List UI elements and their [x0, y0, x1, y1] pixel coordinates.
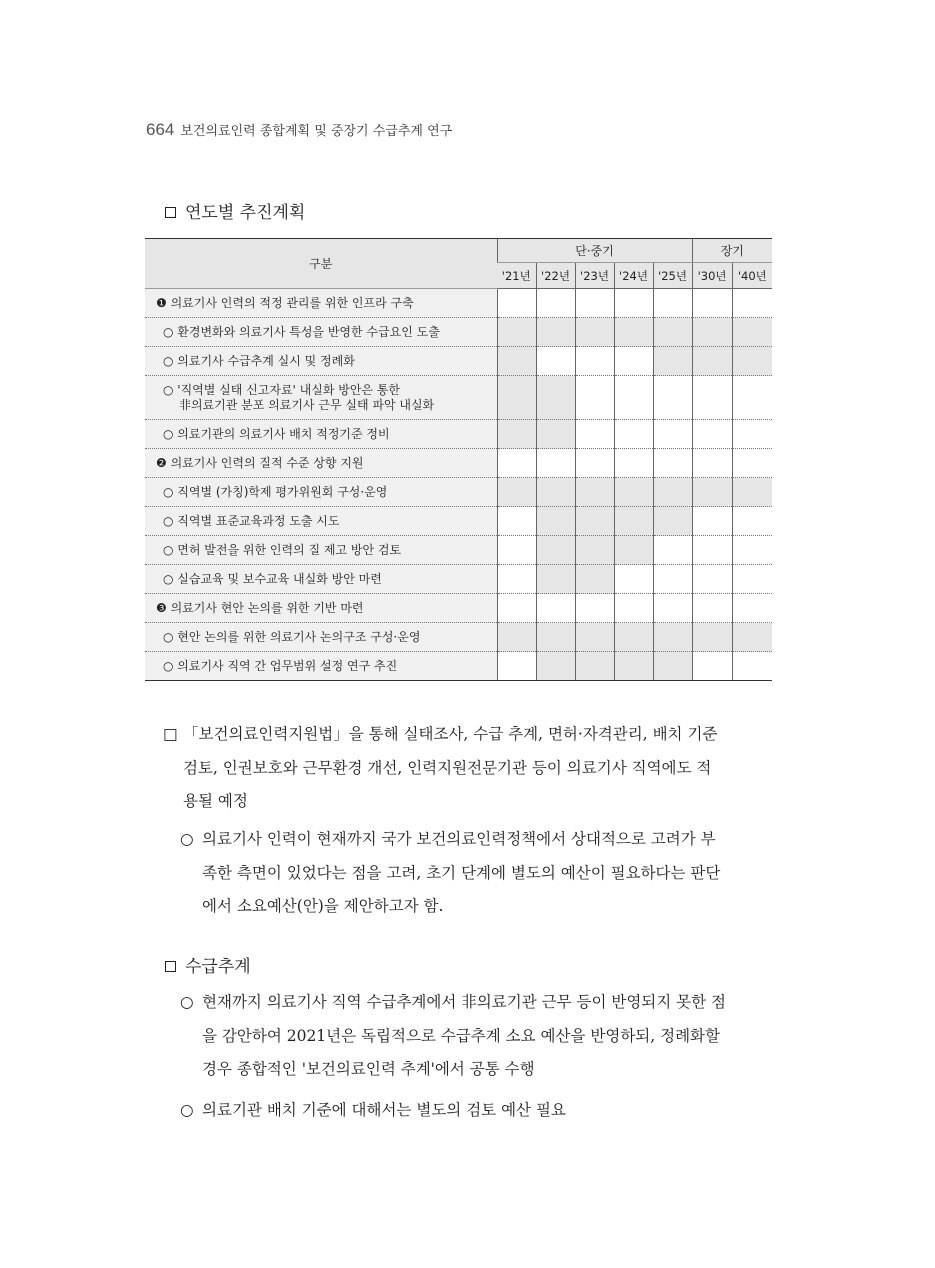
paragraph-line: 의료기사 인력이 현재까지 국가 보건의료인력정책에서 상대적으로 고려가 부	[202, 830, 716, 848]
schedule-cell	[575, 449, 614, 478]
header-year: '22년	[536, 263, 575, 289]
row-label	[145, 652, 497, 681]
schedule-cell-active	[653, 318, 692, 347]
schedule-cell-active	[575, 318, 614, 347]
schedule-cell	[653, 449, 692, 478]
schedule-cell-active	[614, 507, 653, 536]
schedule-cell	[497, 289, 536, 318]
schedule-cell	[575, 289, 614, 318]
schedule-cell-active	[653, 623, 692, 652]
schedule-cell	[536, 289, 575, 318]
paragraph-line: 현재까지 의료기사 직역 수급추계에서 非의료기관 근무 등이 반영되지 못한 점	[202, 993, 727, 1011]
schedule-cell-active	[536, 318, 575, 347]
schedule-cell-active	[497, 478, 536, 507]
schedule-cell	[575, 347, 614, 376]
schedule-cell-active	[614, 536, 653, 565]
schedule-cell	[497, 594, 536, 623]
schedule-cell-active	[536, 652, 575, 681]
schedule-cell	[497, 652, 536, 681]
paragraph-line: 「보건의료인력지원법」을 통해 실태조사, 수급 추계, 면허·자격관리, 배치 기준	[183, 725, 718, 743]
schedule-cell	[497, 449, 536, 478]
schedule-cell-active	[497, 376, 536, 420]
schedule-cell	[692, 289, 732, 318]
header-year: '25년	[653, 263, 692, 289]
schedule-cell	[692, 507, 732, 536]
schedule-cell-active	[653, 507, 692, 536]
header-category: 구분	[145, 239, 497, 289]
paragraph-placement-budget	[180, 1094, 780, 1128]
row-label	[145, 507, 497, 536]
row-label	[145, 318, 497, 347]
schedule-cell-active	[536, 478, 575, 507]
paragraph-line: 을 감안하여 2021년은 독립적으로 수급추계 소요 예산을 반영하되, 정례화할	[202, 1026, 721, 1045]
row-label-text: ○ 의료기사 직역 간 업무범위 설정 연구 추진	[163, 658, 398, 673]
schedule-cell-active	[653, 347, 692, 376]
row-label	[145, 594, 497, 623]
book-title: 보건의료인력 종합계획 및 중장기 수급추계 연구	[180, 124, 453, 139]
schedule-cell-active	[497, 420, 536, 449]
section-heading-plan-text: 연도별 추진계획	[185, 203, 306, 223]
header-year: '21년	[497, 263, 536, 289]
schedule-cell	[692, 449, 732, 478]
table-row	[145, 652, 772, 681]
paragraph-line: 의료기관 배치 기준에 대해서는 별도의 검토 예산 필요	[202, 1101, 566, 1119]
schedule-cell	[692, 420, 732, 449]
schedule-cell-active	[536, 376, 575, 420]
paragraph-line: 경우 종합적인 '보건의료인력 추계'에서 공통 수행	[202, 1060, 535, 1078]
schedule-cell	[732, 449, 772, 478]
schedule-cell	[575, 376, 614, 420]
table-row	[145, 507, 772, 536]
row-label	[145, 449, 497, 478]
schedule-cell-active	[536, 420, 575, 449]
schedule-cell	[614, 449, 653, 478]
schedule-cell	[732, 652, 772, 681]
square-bullet-icon	[165, 207, 176, 218]
schedule-cell	[614, 594, 653, 623]
row-label-text: ❷ 의료기사 인력의 질적 수준 상향 지원	[156, 455, 364, 470]
paragraph-law	[163, 718, 783, 819]
schedule-cell	[732, 289, 772, 318]
schedule-cell	[497, 565, 536, 594]
schedule-cell	[614, 347, 653, 376]
section-heading-supply	[165, 952, 251, 977]
circle-bullet: ○	[180, 993, 194, 1011]
schedule-cell-active	[692, 318, 732, 347]
schedule-cell-active	[536, 507, 575, 536]
schedule-cell	[614, 420, 653, 449]
schedule-cell	[497, 507, 536, 536]
header-year: '23년	[575, 263, 614, 289]
schedule-cell-active	[575, 652, 614, 681]
schedule-cell	[653, 565, 692, 594]
table-row	[145, 565, 772, 594]
schedule-cell-active	[575, 623, 614, 652]
schedule-cell	[732, 376, 772, 420]
page-number: 664	[146, 120, 175, 139]
row-label	[145, 623, 497, 652]
schedule-cell	[614, 376, 653, 420]
table-row	[145, 478, 772, 507]
row-label	[145, 420, 497, 449]
paragraph-line: 용될 예정	[183, 792, 248, 810]
row-label-text: ○ 면허 발전을 위한 인력의 질 제고 방안 검토	[163, 542, 402, 557]
table-row	[145, 347, 772, 376]
schedule-cell-active	[614, 652, 653, 681]
paragraph-line: 검토, 인권보호와 근무환경 개선, 인력지원전문기관 등이 의료기사 직역에도 적	[183, 758, 712, 777]
schedule-cell	[653, 289, 692, 318]
schedule-cell-active	[575, 565, 614, 594]
schedule-cell-active	[732, 478, 772, 507]
schedule-cell	[575, 594, 614, 623]
table-row	[145, 318, 772, 347]
schedule-cell	[536, 449, 575, 478]
schedule-cell-active	[653, 652, 692, 681]
schedule-cell	[692, 565, 732, 594]
schedule-cell-active	[653, 478, 692, 507]
square-bullet-icon	[165, 961, 176, 972]
table-row	[145, 623, 772, 652]
table-row	[145, 420, 772, 449]
schedule-cell	[497, 536, 536, 565]
schedule-cell	[575, 420, 614, 449]
row-label	[145, 289, 497, 318]
schedule-cell	[536, 594, 575, 623]
section-heading-plan	[165, 198, 305, 223]
schedule-cell	[614, 565, 653, 594]
schedule-cell	[732, 565, 772, 594]
schedule-cell	[732, 420, 772, 449]
schedule-cell-active	[614, 623, 653, 652]
paragraph-budget-need	[180, 823, 780, 924]
header-year: '30년	[692, 263, 732, 289]
header-year: '40년	[732, 263, 772, 289]
schedule-cell	[732, 536, 772, 565]
schedule-cell	[653, 536, 692, 565]
row-label-text: ○ 직역별 표준교육과정 도출 시도	[163, 513, 340, 528]
schedule-cell	[692, 594, 732, 623]
row-label-text: ○ '직역별 실태 신고자료' 내실화 방안은 통한	[163, 382, 401, 397]
schedule-cell	[732, 594, 772, 623]
circle-bullet: ○	[180, 830, 194, 848]
schedule-cell-active	[497, 623, 536, 652]
schedule-cell-active	[497, 347, 536, 376]
square-bullet: □	[163, 725, 178, 743]
row-label-text: ❸ 의료기사 현안 논의를 위한 기반 마련	[156, 600, 364, 615]
table-row	[145, 536, 772, 565]
paragraph-line: 에서 소요예산(안)을 제안하고자 함.	[202, 897, 444, 915]
schedule-cell-active	[614, 478, 653, 507]
schedule-cell	[692, 536, 732, 565]
running-header	[146, 120, 452, 140]
schedule-cell-active	[732, 347, 772, 376]
schedule-cell-active	[614, 318, 653, 347]
yearly-plan-table	[145, 238, 772, 681]
schedule-cell	[732, 507, 772, 536]
row-label	[145, 478, 497, 507]
row-label-text-cont: 非의료기관 분포 의료기사 근무 실태 파악 내실화	[179, 397, 435, 412]
row-label	[145, 536, 497, 565]
header-long-term: 장기	[692, 239, 772, 263]
schedule-cell	[692, 376, 732, 420]
header-year: '24년	[614, 263, 653, 289]
schedule-cell	[536, 347, 575, 376]
schedule-cell	[653, 594, 692, 623]
schedule-cell-active	[536, 623, 575, 652]
row-label-text: ❶ 의료기사 인력의 적정 관리를 위한 인프라 구축	[156, 295, 414, 310]
schedule-cell	[692, 652, 732, 681]
paragraph-line: 족한 측면이 있었다는 점을 고려, 초기 단계에 별도의 예산이 필요하다는 판단	[202, 863, 721, 882]
schedule-cell-active	[692, 347, 732, 376]
schedule-cell	[614, 289, 653, 318]
table-group-row	[145, 289, 772, 318]
table-group-row	[145, 449, 772, 478]
schedule-cell-active	[497, 318, 536, 347]
row-label	[145, 565, 497, 594]
paragraph-supply-estimation	[180, 986, 780, 1087]
row-label-text: ○ 의료기관의 의료기사 배치 적정기준 정비	[163, 426, 390, 441]
section-heading-supply-text: 수급추계	[185, 957, 251, 977]
circle-bullet: ○	[180, 1101, 194, 1119]
schedule-cell-active	[732, 318, 772, 347]
row-label-text: ○ 현안 논의를 위한 의료기사 논의구조 구성·운영	[163, 629, 421, 644]
row-label-text: ○ 직역별 (가칭)학제 평가위원회 구성·운영	[163, 484, 388, 499]
schedule-cell	[653, 420, 692, 449]
schedule-cell-active	[575, 507, 614, 536]
header-short-mid-term: 단·중기	[497, 239, 692, 263]
schedule-cell-active	[692, 623, 732, 652]
row-label	[145, 347, 497, 376]
row-label-text: ○ 실습교육 및 보수교육 내실화 방안 마련	[163, 571, 382, 586]
schedule-cell-active	[732, 623, 772, 652]
row-label-text: ○ 환경변화와 의료기사 특성을 반영한 수급요인 도출	[163, 324, 440, 339]
table-row	[145, 376, 772, 420]
table-group-row	[145, 594, 772, 623]
schedule-cell-active	[575, 536, 614, 565]
row-label	[145, 376, 497, 420]
row-label-text: ○ 의료기사 수급추계 실시 및 정례화	[163, 353, 355, 368]
schedule-cell-active	[536, 536, 575, 565]
schedule-cell-active	[536, 565, 575, 594]
schedule-cell	[653, 376, 692, 420]
schedule-cell-active	[575, 478, 614, 507]
schedule-cell-active	[692, 478, 732, 507]
